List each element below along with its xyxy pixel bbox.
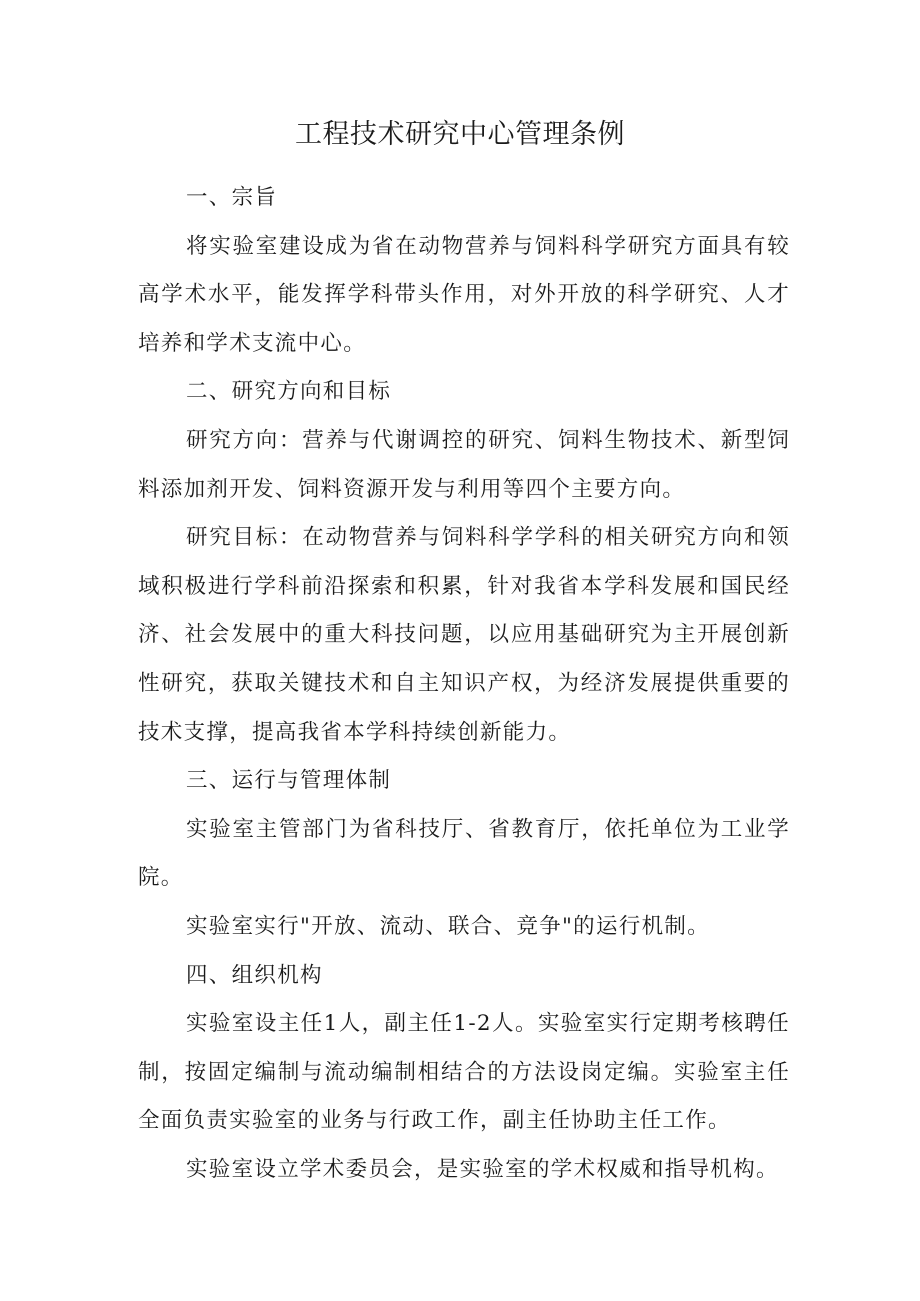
paragraph-academic-committee: 实验室设立学术委员会，是实验室的学术权威和指导机构。 [186, 1156, 779, 1182]
paragraph-research-goal: 研究目标：在动物营养与饲料科学学科的相关研究方向和领域积极进行学科前沿探索和积累，针对我省本学科发展和国民经济、社会发展中的重大科技问题，以应用基础研究为主开展创新性研究，获取关键技术和自主知识产权，为经济发展提供重要的技术支撑，提高我省本学科持续创新能力。 [138, 525, 790, 745]
document-body [138, 174, 790, 1194]
section-heading-purpose: 一、宗旨 [186, 185, 278, 210]
paragraph-research-direction: 研究方向：营养与代谢调控的研究、饲料生物技术、新型饲料添加剂开发、饲料资源开发与利用等四个主要方向。 [138, 427, 790, 502]
paragraph-director: 实验室设主任1人，副主任1-2人。实验室实行定期考核聘任制，按固定编制与流动编制相结合的方法设岗定编。实验室主任全面负责实验室的业务与行政工作，副主任协助主任工作。 [138, 1011, 790, 1134]
paragraph-operation-mechanism: 实验室实行"开放、流动、联合、竞争"的运行机制。 [186, 913, 710, 939]
paragraph-supervising-dept: 实验室主管部门为省科技厅、省教育厅，依托单位为工业学院。 [138, 816, 790, 891]
section-heading-management: 三、运行与管理体制 [186, 768, 392, 794]
paragraph-purpose: 将实验室建设成为省在动物营养与饲料科学研究方面具有较高学术水平，能发挥学科带头作用，对外开放的科学研究、人才培养和学术支流中心。 [138, 233, 790, 356]
document-title: 工程技术研究中心管理条例 [295, 119, 625, 150]
section-heading-direction: 二、研究方向和目标 [186, 379, 392, 405]
section-heading-organization: 四、组织机构 [186, 962, 323, 988]
